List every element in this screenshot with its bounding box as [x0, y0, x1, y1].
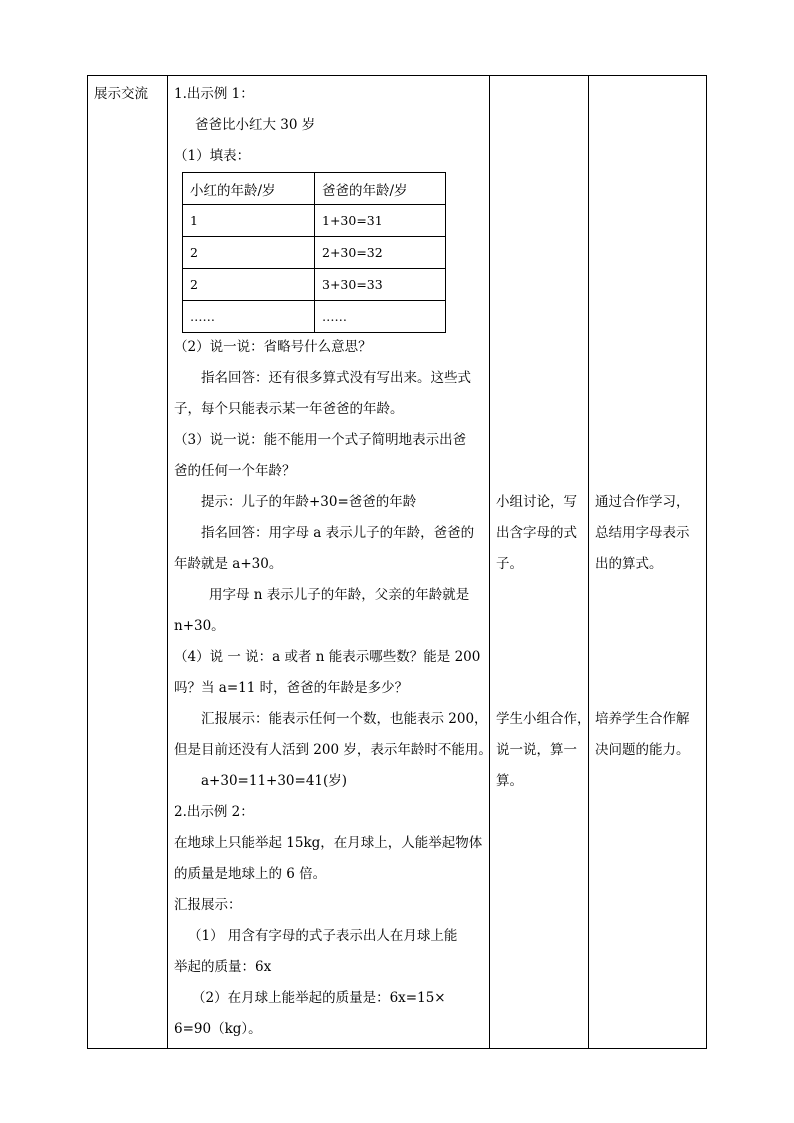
table-cell: ……: [315, 301, 446, 333]
table-cell: 1: [183, 205, 315, 237]
calculation: a+30=11+30=41(岁): [201, 773, 348, 789]
report-label: 汇报展示：: [174, 897, 242, 913]
student-activity-line: 说一说，算一: [496, 742, 577, 758]
example2-title: 2.出示例 2：: [174, 804, 254, 820]
example1-title: 1.出示例 1：: [174, 86, 254, 102]
table-cell: 2: [183, 269, 315, 301]
student-activity-line: 出含字母的式: [496, 525, 577, 541]
answer-3-line: 指名回答：用字母 a 表示儿子的年龄，爸爸的: [201, 525, 475, 541]
student-activity-line: 算。: [496, 773, 523, 789]
question-3-line: （3）说一说：能不能用一个式子简明地表示出爸: [174, 432, 467, 448]
answer-2-line: 指名回答：还有很多算式没有写出来。这些式: [201, 370, 471, 386]
part-1-line: 举起的质量：6x: [174, 959, 272, 975]
table-cell: 2: [183, 237, 315, 269]
answer-3-line: 年龄就是 a+30。: [174, 556, 283, 572]
table-cell: 2+30=32: [315, 237, 446, 269]
age-table: [182, 172, 446, 333]
table-header: 爸爸的年龄/岁: [315, 173, 446, 205]
question-2: （2）说一说：省略号什么意思？: [174, 339, 372, 355]
design-intent-line: 培养学生合作解: [595, 711, 690, 727]
table-row: [183, 269, 446, 301]
design-intent-line: 通过合作学习，: [595, 494, 690, 510]
column-divider: [167, 76, 168, 1048]
student-activity-line: 学生小组合作，: [496, 711, 591, 727]
example2-line: 的质量是地球上的 6 倍。: [174, 866, 327, 882]
part-1-line: （1） 用含有字母的式子表示出人在月球上能: [188, 928, 458, 944]
example1-statement: 爸爸比小红大 30 岁: [195, 117, 316, 133]
table-header-row: [183, 173, 446, 205]
part-2-line: （2）在月球上能举起的质量是：6x=15×: [192, 990, 446, 1006]
table-row: [183, 237, 446, 269]
lesson-plan-table: [87, 75, 707, 1049]
hint: 提示：儿子的年龄+30=爸爸的年龄: [201, 494, 417, 510]
answer-3b-line: 用字母 n 表示儿子的年龄，父亲的年龄就是: [209, 587, 470, 603]
answer-2-line: 子，每个只能表示某一年爸爸的年龄。: [174, 401, 404, 417]
student-activity-line: 小组讨论，写: [496, 494, 577, 510]
design-intent-line: 决问题的能力。: [595, 742, 690, 758]
answer-3b-line: n+30。: [174, 618, 225, 634]
part-2-line: 6=90（kg）。: [174, 1021, 262, 1037]
table-cell: ……: [183, 301, 315, 333]
table-row: [183, 205, 446, 237]
table-cell: 1+30=31: [315, 205, 446, 237]
example2-line: 在地球上只能举起 15kg，在月球上，人能举起物体: [174, 835, 483, 851]
question-3-line: 爸的任何一个年龄？: [174, 463, 296, 479]
report-4-line: 但是目前还没有人活到 200 岁，表示年龄时不能用。: [174, 742, 492, 758]
table-header: 小红的年龄/岁: [183, 173, 315, 205]
table-row: [183, 301, 446, 333]
question-4-line: （4）说 一 说：a 或者 n 能表示哪些数？能是 200: [174, 649, 481, 665]
column-divider: [588, 76, 589, 1048]
stage-label: 展示交流: [94, 86, 148, 102]
question-4-line: 吗？当 a=11 时，爸爸的年龄是多少？: [174, 680, 409, 696]
design-intent-line: 出的算式。: [595, 556, 663, 572]
report-4-line: 汇报展示：能表示任何一个数，也能表示 200，: [201, 711, 488, 727]
design-intent-line: 总结用字母表示: [595, 525, 690, 541]
column-divider: [489, 76, 490, 1048]
question-1: （1）填表：: [174, 148, 251, 164]
student-activity-line: 子。: [496, 556, 523, 572]
table-cell: 3+30=33: [315, 269, 446, 301]
